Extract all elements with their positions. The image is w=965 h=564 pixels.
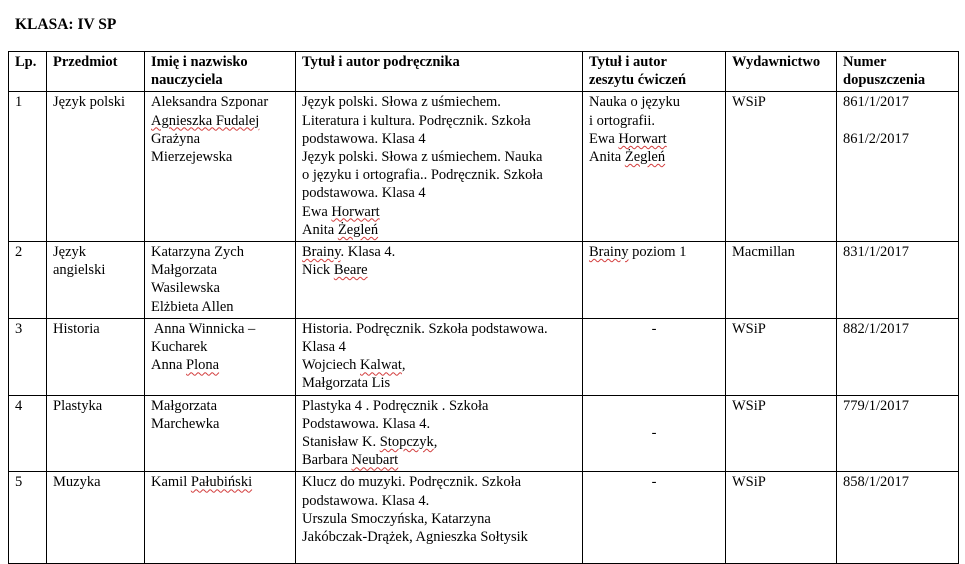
cell-subject: Plastyka <box>47 395 145 472</box>
approval-number: 858/1/2017 <box>843 474 910 491</box>
cell-textbook <box>296 318 583 395</box>
approval-number: 882/1/2017 <box>843 320 910 337</box>
cell-teacher <box>145 472 296 564</box>
textbook-line: Język polski. Słowa z uśmiechem. Nauka <box>302 149 543 166</box>
author-surname: Neubart <box>351 452 399 469</box>
cell-approval-number <box>837 472 959 564</box>
teacher-line: Grażyna <box>151 130 201 147</box>
cell-textbook <box>296 472 583 564</box>
approval-number: 861/1/2017 <box>843 94 910 111</box>
textbook-line: Historia. Podręcznik. Szkoła podstawowa. <box>302 320 548 337</box>
workbook-empty: - <box>651 320 657 337</box>
textbook-line: Ewa Horwart <box>302 203 380 220</box>
textbook-line: Literatura i kultura. Podręcznik. Szkoła <box>302 112 531 129</box>
header-number-line-2: dopuszczenia <box>843 72 926 89</box>
approval-number: 831/1/2017 <box>843 244 910 261</box>
header-number-line-1: Numer <box>843 54 887 70</box>
textbook-line: Podstawowa. Klasa 4. <box>302 415 431 432</box>
table-row <box>9 395 959 472</box>
header-teacher-line-2: nauczyciela <box>151 72 223 89</box>
cell-approval-number <box>837 242 959 319</box>
cell-teacher <box>145 318 296 395</box>
cell-textbook <box>296 395 583 472</box>
workbook-line: Ewa Horwart <box>589 130 667 147</box>
cell-textbook <box>296 92 583 242</box>
header-lp: Lp. <box>9 52 47 92</box>
cell-textbook <box>296 242 583 319</box>
textbook-line: Stanisław K. Stopczyk, <box>302 434 438 451</box>
cell-publisher: Macmillan <box>726 242 837 319</box>
textbook-line: Anita Żegleń <box>302 221 379 238</box>
teacher-line: Aleksandra Szponar <box>151 94 269 111</box>
author-surname: Stopczyk <box>379 434 434 451</box>
teacher-line: Małgorzata <box>151 262 218 279</box>
workbook-line: i ortografii. <box>589 112 656 129</box>
cell-teacher <box>145 395 296 472</box>
author-surname: Horwart <box>618 130 667 147</box>
cell-approval-number <box>837 318 959 395</box>
teacher-line: Katarzyna Zych <box>151 244 244 261</box>
header-teacher-line-1: Imię i nazwisko <box>151 54 248 70</box>
author-surname: Pałubiński <box>190 474 253 491</box>
header-publisher: Wydawnictwo <box>726 52 837 92</box>
textbook-line: podstawowa. Klasa 4 <box>302 130 426 147</box>
brand-word: Brainy <box>589 244 629 261</box>
page-title: KLASA: IV SP <box>15 16 117 33</box>
textbook-table <box>8 51 959 564</box>
header-workbook-line-1: Tytuł i autor <box>589 54 667 70</box>
teacher-line: Kucharek <box>151 339 208 356</box>
workbook-line: Anita Żegleń <box>589 149 666 166</box>
author-surname: Żegleń <box>337 221 379 238</box>
textbook-line: Klucz do muzyki. Podręcznik. Szkoła <box>302 474 522 491</box>
teacher-line: Kamil Pałubiński <box>151 474 253 491</box>
header-textbook: Tytuł i autor podręcznika <box>296 52 583 92</box>
textbook-line: podstawowa. Klasa 4 <box>302 185 426 202</box>
workbook-empty: - <box>651 474 657 491</box>
teacher-line: Marchewka <box>151 415 220 432</box>
textbook-line: o języku i ortografia.. Podręcznik. Szkoła <box>302 167 543 184</box>
author-surname: Beare <box>333 262 368 279</box>
textbook-line: Małgorzata Lis <box>302 375 391 392</box>
cell-teacher <box>145 92 296 242</box>
cell-workbook <box>583 242 726 319</box>
teacher-line: Anna Plona <box>151 357 220 374</box>
cell-lp: 4 <box>9 395 47 472</box>
cell-workbook <box>583 318 726 395</box>
workbook-empty: - <box>651 424 657 441</box>
author-surname: Kalwat <box>360 357 402 374</box>
table-row <box>9 92 959 242</box>
cell-publisher: WSiP <box>726 92 837 242</box>
subject-line: angielski <box>53 262 106 279</box>
cell-workbook <box>583 472 726 564</box>
header-workbook <box>583 52 726 92</box>
cell-approval-number <box>837 92 959 242</box>
approval-number: 861/2/2017 <box>843 130 910 147</box>
spacer <box>843 112 952 130</box>
table-row <box>9 318 959 395</box>
teacher-line: Anna Winnicka – <box>151 320 256 337</box>
header-teacher <box>145 52 296 92</box>
teacher-line: Agnieszka Fudalej <box>151 112 260 129</box>
workbook-line: Brainy poziom 1 <box>589 244 687 261</box>
textbook-line: Jakóbczak-Drążek, Agnieszka Sołtysik <box>302 529 528 546</box>
textbook-line: Klasa 4 <box>302 339 346 356</box>
header-approval-number <box>837 52 959 92</box>
cell-publisher: WSiP <box>726 472 837 564</box>
cell-subject: Muzyka <box>47 472 145 564</box>
textbook-line: Język polski. Słowa z uśmiechem. <box>302 94 501 111</box>
textbook-line: Barbara Neubart <box>302 452 399 469</box>
cell-lp: 5 <box>9 472 47 564</box>
cell-lp: 3 <box>9 318 47 395</box>
textbook-line: Wojciech Kalwat, <box>302 357 406 374</box>
table-row <box>9 242 959 319</box>
author-surname: Plona <box>186 357 220 374</box>
textbook-line: Brainy. Klasa 4. <box>302 244 396 261</box>
cell-publisher: WSiP <box>726 318 837 395</box>
subject-line: Język <box>53 244 87 261</box>
textbook-line: Urszula Smoczyńska, Katarzyna <box>302 510 491 527</box>
textbook-line: Nick Beare <box>302 262 368 279</box>
cell-publisher: WSiP <box>726 395 837 472</box>
teacher-line: Mierzejewska <box>151 149 233 166</box>
cell-approval-number <box>837 395 959 472</box>
table-header-row <box>9 52 959 92</box>
cell-lp: 1 <box>9 92 47 242</box>
teacher-line: Wasilewska <box>151 280 220 297</box>
cell-workbook <box>583 92 726 242</box>
textbook-line: Plastyka 4 . Podręcznik . Szkoła <box>302 397 489 414</box>
author-surname: Żegleń <box>624 149 666 166</box>
table-row <box>9 472 959 564</box>
teacher-line: Małgorzata <box>151 397 218 414</box>
brand-word: Brainy <box>302 244 341 261</box>
header-workbook-line-2: zeszytu ćwiczeń <box>589 72 687 89</box>
cell-teacher <box>145 242 296 319</box>
textbook-line: podstawowa. Klasa 4. <box>302 492 430 509</box>
author-surname: Horwart <box>331 203 380 220</box>
cell-subject <box>47 242 145 319</box>
cell-subject: Język polski <box>47 92 145 242</box>
teacher-line: Elżbieta Allen <box>151 298 234 315</box>
approval-number: 779/1/2017 <box>843 397 910 414</box>
header-subject: Przedmiot <box>47 52 145 92</box>
cell-lp: 2 <box>9 242 47 319</box>
cell-subject: Historia <box>47 318 145 395</box>
cell-workbook <box>583 395 726 472</box>
workbook-line: Nauka o języku <box>589 94 680 111</box>
